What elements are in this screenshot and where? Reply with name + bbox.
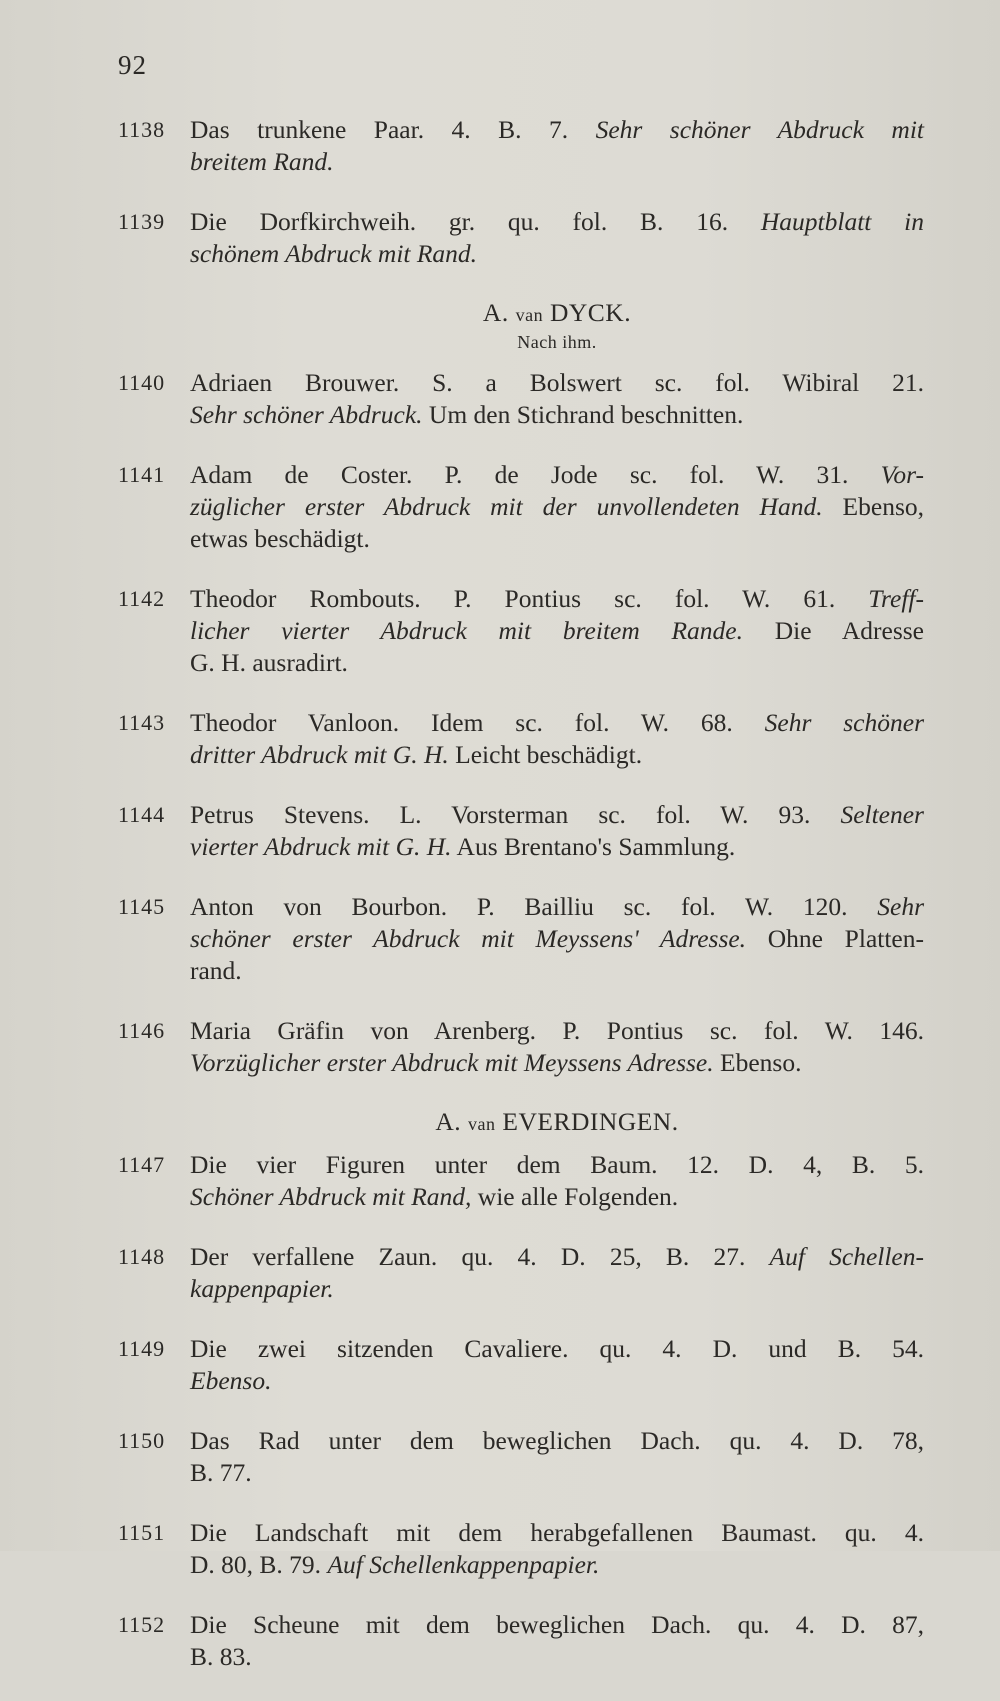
entry-text: B. 77.	[190, 1458, 252, 1487]
entry-line	[190, 1241, 924, 1273]
entry-line	[190, 1517, 924, 1549]
entry-text: Der verfallene Zaun. qu. 4. D. 25, B. 27.	[190, 1242, 770, 1271]
catalogue-entry	[112, 707, 924, 771]
entry-number: 1152	[118, 1612, 166, 1637]
entry-number: 1148	[118, 1244, 166, 1269]
section-heading-van-everdingen: A. van EVERDINGEN.	[435, 1107, 679, 1136]
entry-line	[190, 1641, 924, 1673]
catalogue-entry	[112, 206, 924, 270]
entry-text-italic: Sehr schöner	[764, 708, 924, 737]
catalogue-entry	[112, 367, 924, 431]
entry-text: Adam de Coster. P. de Jode sc. fol. W. 31.	[190, 460, 881, 489]
catalogue-entry	[112, 1241, 924, 1305]
entry-text-italic: breitem Rand.	[190, 147, 334, 176]
entry-text: Aus Brentano's Sammlung.	[451, 832, 736, 861]
entry-line	[190, 583, 924, 615]
entry-group-continued	[112, 114, 924, 270]
section-heading-van-dyck: A. van DYCK.	[482, 298, 632, 327]
entry-text: Ohne Platten-	[746, 924, 924, 953]
entry-line	[190, 491, 924, 523]
entry-text-italic: schöner erster Abdruck mit Meyssens' Adresse.	[190, 924, 747, 953]
entry-line	[190, 1273, 924, 1305]
entry-line	[190, 831, 924, 863]
entry-text-italic: vierter Abdruck mit G. H.	[190, 832, 452, 861]
catalogue-entry	[112, 1517, 924, 1581]
entry-text: Adriaen Brouwer. S. a Bolswert sc. fol. Wibiral 21.	[190, 368, 924, 397]
entry-text: Ebenso,	[822, 492, 924, 521]
entry-number: 1149	[118, 1336, 166, 1361]
entry-text-italic: dritter Abdruck mit G. H.	[190, 740, 449, 769]
entry-line	[190, 459, 924, 491]
entry-text-italic: Sehr schöner Abdruck mit	[595, 115, 924, 144]
entry-text-italic: Ebenso.	[190, 1366, 272, 1395]
entry-text: Die Adresse	[743, 616, 924, 645]
entry-number: 1143	[118, 710, 166, 735]
catalogue-entry	[112, 891, 924, 987]
entry-number: 1142	[118, 586, 166, 611]
entry-text-italic: Treff-	[868, 584, 924, 613]
entry-text-italic: schönem Abdruck mit Rand.	[190, 239, 478, 268]
entry-text: Petrus Stevens. L. Vorsterman sc. fol. W. 93.	[190, 800, 841, 829]
entry-group-van-everdingen	[112, 1149, 924, 1673]
entry-text: G. H. ausradirt.	[190, 648, 348, 677]
entry-text-italic: licher vierter Abdruck mit breitem Rande.	[190, 616, 743, 645]
entry-text-italic: Vor-	[880, 460, 924, 489]
entry-line	[190, 1457, 924, 1489]
entry-text: Um den Stichrand beschnitten.	[422, 400, 744, 429]
entry-number: 1150	[118, 1428, 166, 1453]
catalogue-entry	[112, 583, 924, 679]
entry-line	[190, 146, 924, 178]
catalogue-entry	[112, 459, 924, 555]
entry-line	[190, 114, 924, 146]
entry-text: Ebenso.	[713, 1048, 802, 1077]
entry-line	[190, 891, 924, 923]
entry-line	[190, 1181, 924, 1213]
entry-line	[190, 799, 924, 831]
entry-text: Das trunkene Paar. 4. B. 7.	[190, 115, 596, 144]
entry-line	[190, 523, 924, 555]
entry-line	[190, 1333, 924, 1365]
entry-number: 1145	[118, 894, 166, 919]
entry-text-italic: Auf Schellenkappenpapier.	[327, 1550, 600, 1579]
entry-text-italic: Sehr schöner Abdruck.	[190, 400, 423, 429]
entry-text-italic: züglicher erster Abdruck mit der unvollendeten Hand.	[190, 492, 823, 521]
entry-line	[190, 1047, 924, 1079]
catalogue-content	[112, 114, 924, 1701]
entry-line	[190, 1365, 924, 1397]
entry-line	[190, 615, 924, 647]
catalogue-entry	[112, 1425, 924, 1489]
entry-text: Das Rad unter dem beweglichen Dach. qu. 4. D. 78,	[190, 1426, 924, 1455]
entry-text: D. 80, B. 79.	[190, 1550, 328, 1579]
entry-number: 1141	[118, 462, 166, 487]
entry-text: Leicht beschädigt.	[448, 740, 643, 769]
entry-line	[190, 923, 924, 955]
entry-text-italic: Seltener	[840, 800, 924, 829]
entry-line	[190, 238, 924, 270]
entry-text-italic: Hauptblatt in	[760, 207, 924, 236]
entry-text: rand.	[190, 956, 242, 985]
entry-text-italic: Vorzüglicher erster Abdruck mit Meyssens Adresse.	[190, 1048, 714, 1077]
entry-text: Die Scheune mit dem beweglichen Dach. qu. 4. D. 87,	[190, 1610, 924, 1639]
entry-line	[190, 1609, 924, 1641]
entry-text: Maria Gräfin von Arenberg. P. Pontius sc. fol. W. 146.	[190, 1016, 924, 1045]
entry-line	[190, 1149, 924, 1181]
entry-text: Die Landschaft mit dem herabgefallenen Baumast. qu. 4.	[190, 1518, 924, 1547]
entry-text: wie alle Folgenden.	[471, 1182, 679, 1211]
entry-text: Anton von Bourbon. P. Bailliu sc. fol. W. 120.	[190, 892, 878, 921]
entry-line	[190, 647, 924, 679]
entry-number: 1151	[118, 1520, 166, 1545]
entry-number: 1139	[118, 209, 166, 234]
entry-line	[190, 206, 924, 238]
entry-number: 1146	[118, 1018, 166, 1043]
page-number: 92	[118, 50, 147, 80]
entry-text: Die zwei sitzenden Cavaliere. qu. 4. D. und B. 54.	[190, 1334, 924, 1363]
catalogue-entry	[112, 1015, 924, 1079]
catalogue-entry	[112, 1333, 924, 1397]
entry-text-italic: Schöner Abdruck mit Rand,	[190, 1182, 472, 1211]
entry-line	[190, 1425, 924, 1457]
entry-text: Die Dorfkirchweih. gr. qu. fol. B. 16.	[190, 207, 761, 236]
entry-line	[190, 739, 924, 771]
catalogue-entry	[112, 114, 924, 178]
entry-text: Theodor Rombouts. P. Pontius sc. fol. W. 61.	[190, 584, 869, 613]
entry-line	[190, 367, 924, 399]
entry-line	[190, 707, 924, 739]
catalogue-entry	[112, 1609, 924, 1673]
entry-number: 1140	[118, 370, 166, 395]
catalogue-entry	[112, 1149, 924, 1213]
entry-line	[190, 1015, 924, 1047]
entry-number: 1144	[118, 802, 166, 827]
entry-number: 1138	[118, 117, 166, 142]
entry-text-italic: Sehr	[877, 892, 924, 921]
section-subheading: Nach ihm.	[517, 332, 597, 352]
entry-group-van-dyck	[112, 367, 924, 1079]
entry-number: 1147	[118, 1152, 166, 1177]
entry-text-italic: Auf Schellen-	[769, 1242, 924, 1271]
entry-text: B. 83.	[190, 1642, 252, 1671]
entry-text-italic: kappenpapier.	[190, 1274, 334, 1303]
entry-line	[190, 955, 924, 987]
entry-line	[190, 1549, 924, 1581]
entry-line	[190, 399, 924, 431]
entry-text: Theodor Vanloon. Idem sc. fol. W. 68.	[190, 708, 765, 737]
catalogue-entry	[112, 799, 924, 863]
entry-text: Die vier Figuren unter dem Baum. 12. D. 4, B. 5.	[190, 1150, 924, 1179]
entry-text: etwas beschädigt.	[190, 524, 370, 553]
